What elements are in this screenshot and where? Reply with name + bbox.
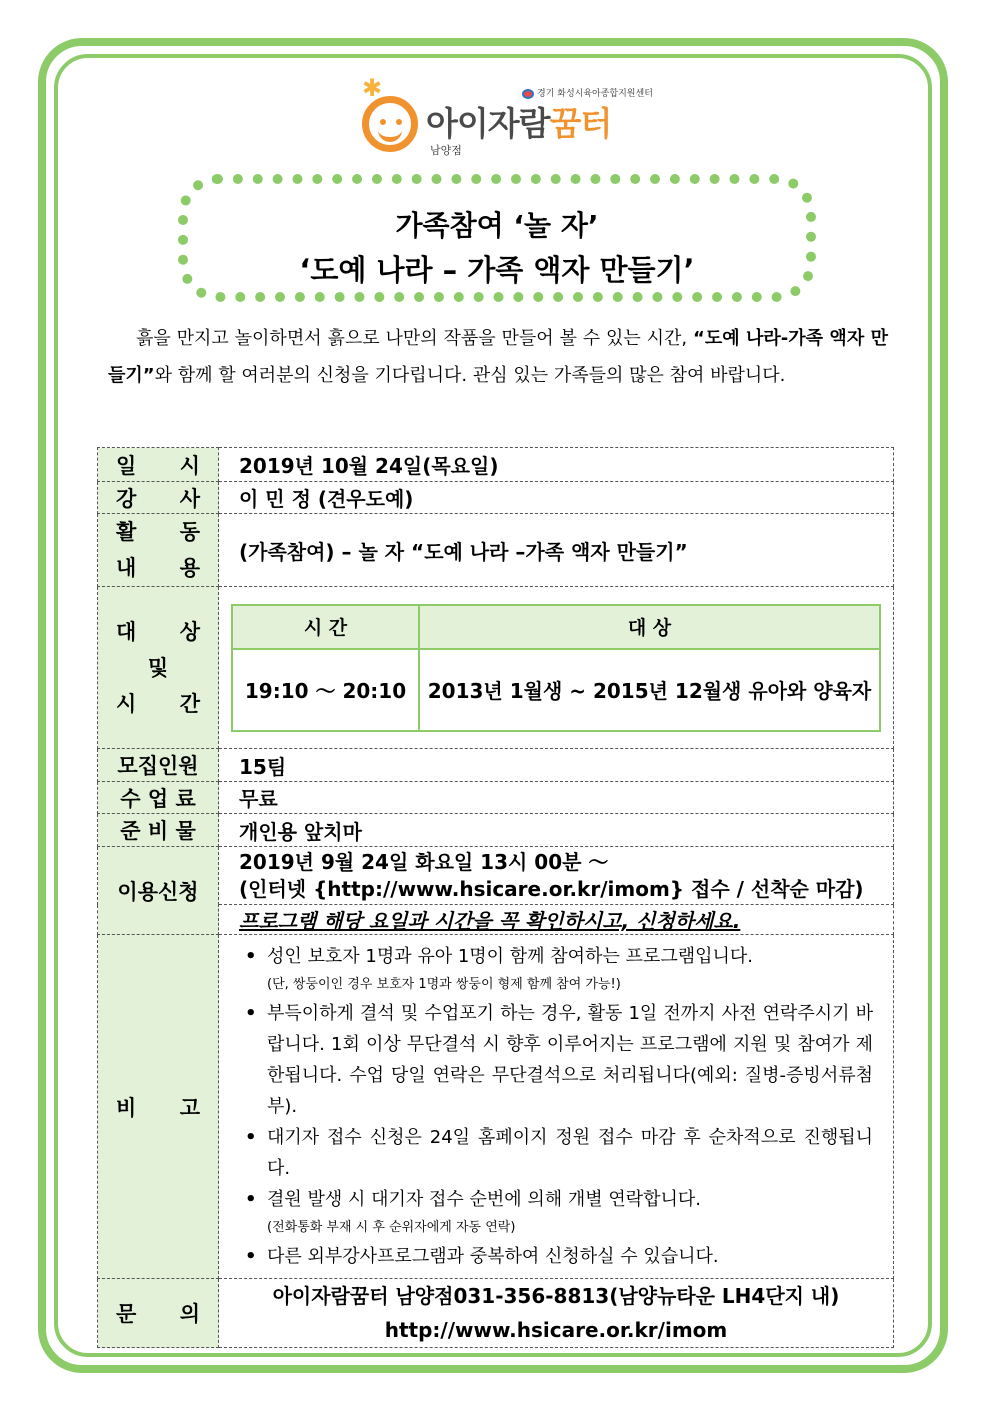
value-activity: (가족참여) – 놀 자 “도예 나라 –가족 액자 만들기” <box>219 514 894 587</box>
row-supplies <box>98 814 894 847</box>
logo-branch: 남양점 <box>430 144 462 157</box>
logo <box>362 74 662 162</box>
contact-url[interactable]: http://www.hsicare.or.kr/imom <box>384 1318 728 1342</box>
info-table <box>97 447 894 1348</box>
schedule-header-target: 대 상 <box>419 605 880 649</box>
row-date <box>98 448 894 482</box>
note-item: • 대기자 접수 신청은 24일 홈페이지 정원 접수 마감 후 순차적으로 진행됩니다. <box>245 1127 873 1179</box>
row-target <box>98 587 894 749</box>
value-recruit: 15팀 <box>219 749 894 782</box>
row-activity <box>98 514 894 587</box>
apply-method: (인터넷 {http://www.hsicare.or.kr/imom} 접수 / 선착순 마감) <box>239 876 864 901</box>
title-line-2: ‘도예 나라 – 가족 액자 만들기’ <box>299 253 695 287</box>
value-date: 2019년 10월 24일(목요일) <box>219 448 894 482</box>
row-fee <box>98 782 894 814</box>
intro-paragraph: 흙을 만지고 놀이하면서 흙으로 나만의 작품을 만들어 볼 수 있는 시간, “도예 나라-가족 액자 만들기”와 함께 할 여러분의 신청을 기다립니다. 관심 있는 가족들의 많은 참여 바랍니다. <box>108 328 888 386</box>
label-activity: 활 동 내 용 <box>98 514 219 587</box>
label-notes: 비 고 <box>98 935 219 1279</box>
note-item: • 다른 외부강사프로그램과 중복하여 신청하실 수 있습니다. <box>245 1246 719 1267</box>
apply-notice: 프로그램 해당 요일과 시간을 꼭 확인하시고, 신청하세요. <box>219 905 894 935</box>
smiley-face-icon <box>362 96 418 152</box>
star-icon: ✱ <box>362 74 383 102</box>
title-box <box>178 174 816 302</box>
label-apply: 이용신청 <box>98 847 219 935</box>
row-instructor <box>98 482 894 514</box>
value-target <box>219 587 894 749</box>
row-notes <box>98 935 894 1279</box>
value-contact <box>219 1279 894 1348</box>
logo-name: 아이자람꿈터 <box>426 104 612 143</box>
schedule-target: 2013년 1월생 ~ 2015년 12월생 유아와 양육자 <box>419 649 880 731</box>
label-fee: 수 업 료 <box>98 782 219 814</box>
label-supplies: 준 비 물 <box>98 814 219 847</box>
row-contact <box>98 1279 894 1348</box>
note-item: • 결원 발생 시 대기자 접수 순번에 의해 개별 연락합니다. (전화통화 부재 시 후 순위자에게 자동 연락) <box>245 1189 702 1235</box>
label-target: 대 상 및 시 간 <box>98 587 219 749</box>
note-item: • 성인 보호자 1명과 유아 1명이 함께 참여하는 프로그램입니다. (단, 쌍둥이인 경우 보호자 1명과 쌍둥이 형제 함께 참여 가능!) <box>245 946 753 992</box>
label-recruit: 모집인원 <box>98 749 219 782</box>
row-recruit <box>98 749 894 782</box>
row-apply <box>98 847 894 905</box>
schedule-header-time: 시 간 <box>232 605 419 649</box>
value-supplies: 개인용 앞치마 <box>219 814 894 847</box>
schedule-time: 19:10 ～ 20:10 <box>232 649 419 731</box>
value-apply <box>219 847 894 905</box>
value-notes <box>219 935 894 1279</box>
title-line-1: 가족참여 ‘놀 자’ <box>395 209 599 242</box>
apply-date: 2019년 9월 24일 화요일 13시 00분 ～ <box>239 849 609 874</box>
label-contact: 문 의 <box>98 1279 219 1348</box>
contact-phone: 아이자람꿈터 남양점031-356-8813(남양뉴타운 LH4단지 내) <box>272 1284 840 1308</box>
logo-subtitle: 경기 화성시육아종합지원센터 <box>522 86 653 99</box>
schedule-table <box>231 604 881 732</box>
label-date: 일 시 <box>98 448 219 482</box>
label-instructor: 강 사 <box>98 482 219 514</box>
note-item: • 부득이하게 결석 및 수업포기 하는 경우, 활동 1일 전까지 사전 연락주시기 바랍니다. 1회 이상 무단결석 시 향후 이루어지는 프로그램에 지원 및 참여가 제한됩니다. 수업 당일 연락은 무단결석으로 처리됩니다(예외: 질병-증빙서류첨부). <box>245 1003 873 1117</box>
value-fee: 무료 <box>219 782 894 814</box>
center-emblem-icon <box>522 89 534 99</box>
value-instructor: 이 민 정 (견우도예) <box>219 482 894 514</box>
